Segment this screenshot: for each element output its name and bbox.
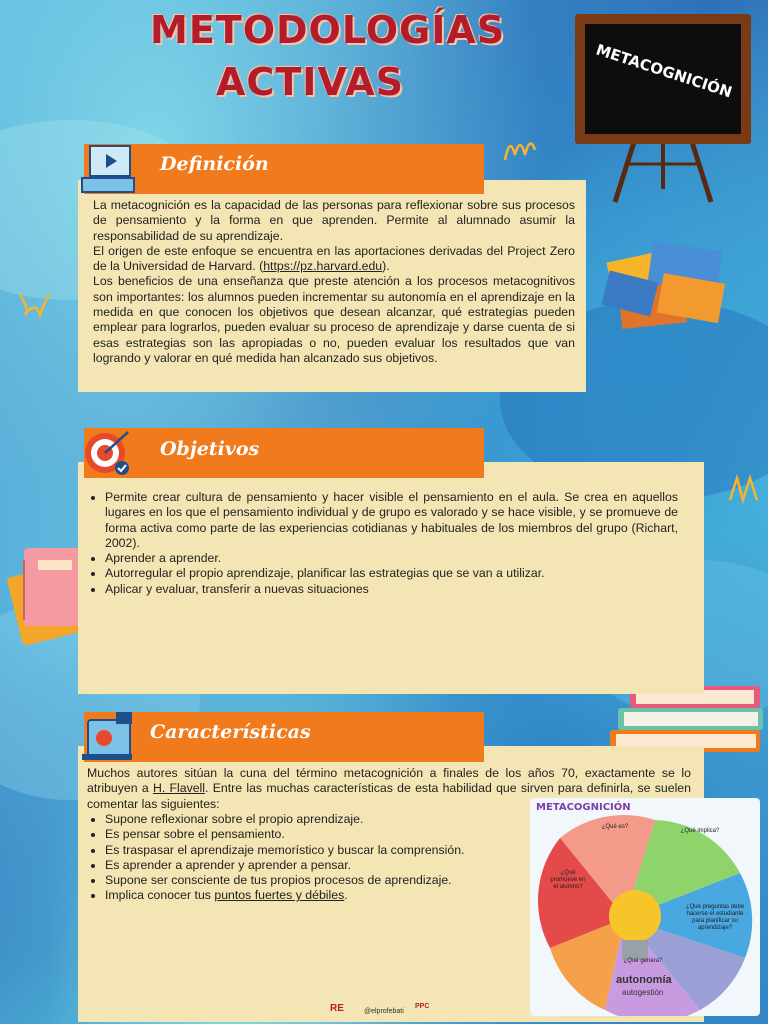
list-item: • Permite crear cultura de pensamiento y hacer visible el pensamiento en el aula. Se crea en aquellos lugares en los que el pensamiento individual y de grupo es valorado y se hace visible, y se promueve de forma activa como parte de las experiencias cotidianas y habituales de los miembros del grupo (Richart, 2002). — [105, 490, 678, 551]
definicion-paragraph-3: Los beneficios de una enseñanza que preste atención a los procesos metacognitivos son importantes: los alumnos pueden incrementar su autonomía en el aprendizaje en la medida en que conocen los objetivos que desean alcanzar, qué estrategias pueden emplear para lograrlos, pueden evaluar su proceso de aprendizaje y darse cuenta de si esas estrategias son las apropiadas o no, pueden evaluar los resultados que van logrando y valorar en qué medida han alcanzado sus objetivos. — [93, 274, 575, 365]
laptop-video-icon — [80, 142, 136, 196]
list-item: • Es aprender a aprender y aprender a pensar. — [105, 858, 527, 873]
list-item — [105, 888, 527, 903]
objetivos-body — [87, 490, 678, 597]
infographic-center-word: autonomía — [616, 974, 672, 986]
chalkboard-illustration — [575, 14, 753, 204]
list-item: • Supone ser consciente de tus propios procesos de aprendizaje. — [105, 873, 527, 888]
last-item-text: Implica conocer tus — [105, 888, 215, 903]
definicion-p2-text: El origen de este enfoque se encuentra en las aportaciones derivadas del Project Zero de la Universidad de Harvard. ( — [93, 243, 575, 274]
definicion-p2-end: ). — [382, 259, 390, 274]
squiggle-icon — [725, 470, 765, 510]
infographic-q3: ¿Qué promueve en el alumno? — [550, 870, 586, 890]
list-item: • Es pensar sobre el pensamiento. — [105, 827, 527, 842]
list-item: • Autorregular el propio aprendizaje, planificar las estrategias que se van a utilizar. — [105, 566, 678, 581]
definicion-paragraph-1: La metacognición es la capacidad de las personas para reflexionar sobre sus procesos de pensamiento y la forma en que aprenden. Permite al alumnado asumir la responsabilidad de su aprendizaje. — [93, 198, 575, 243]
footer-logo-re: RE — [330, 1003, 344, 1014]
list-item: • Aplicar y evaluar, transferir a nuevas situaciones — [105, 582, 678, 597]
definicion-body — [93, 198, 575, 366]
chalkboard-label: METACOGNICIÓN — [593, 40, 735, 102]
metacognition-infographic — [530, 798, 760, 1016]
squiggle-icon — [500, 130, 540, 170]
flavell-link[interactable]: H. Flavell — [152, 781, 206, 796]
last-item-end: . — [344, 888, 348, 903]
page-title — [150, 4, 506, 108]
caracteristicas-heading: Características — [150, 721, 311, 743]
list-item: • Es traspasar el aprendizaje memorístico y buscar la comprensión. — [105, 843, 527, 858]
list-item: • Supone reflexionar sobre el propio aprendizaje. — [105, 812, 527, 827]
footer-handle: @elprofebati — [364, 1008, 404, 1015]
title-line-2: ACTIVAS — [216, 60, 404, 104]
sticky-notes-icon — [600, 236, 740, 336]
definicion-heading: Definición — [160, 153, 269, 175]
title-line-1: METODOLOGÍAS — [150, 8, 506, 52]
infographic-q1: ¿Qué es? — [601, 824, 629, 830]
caracteristicas-list-wrap — [87, 812, 527, 904]
caracteristicas-intro-text: Muchos autores sitúan la cuna del término metacognición a finales de los años 70, exactamente se lo atribuyen a — [87, 766, 691, 796]
list-item: • Aprender a aprender. — [105, 551, 678, 566]
infographic-sub-word: autogestión — [622, 988, 664, 997]
harvard-link[interactable]: https://pz.harvard.edu — [263, 259, 383, 274]
squiggle-icon — [15, 285, 55, 325]
infographic-title: METACOGNICIÓN — [536, 802, 631, 813]
fortalezas-link[interactable]: puntos fuertes y débiles — [214, 888, 345, 903]
definicion-paragraph-2 — [93, 244, 575, 275]
infographic-q2: ¿Qué implica? — [680, 828, 720, 834]
definicion-header — [84, 144, 484, 194]
footer-logo-ppc: PPC — [415, 1003, 430, 1010]
objetivos-header — [84, 428, 484, 478]
tablet-analytics-icon — [80, 710, 136, 764]
objetivos-heading: Objetivos — [160, 438, 260, 460]
infographic-q5: ¿Qué genera? — [623, 958, 663, 964]
caracteristicas-intro-end: . Entre las muchas características de esta habilidad que sirven para definirla, se suelen comentar las siguientes: — [87, 781, 691, 811]
infographic-q4: ¿Qué preguntas debe hacerse el estudiante para planificar su aprendizaje? — [685, 904, 745, 931]
target-icon — [80, 426, 136, 480]
caracteristicas-list — [87, 812, 527, 904]
objetivos-list — [87, 490, 678, 597]
